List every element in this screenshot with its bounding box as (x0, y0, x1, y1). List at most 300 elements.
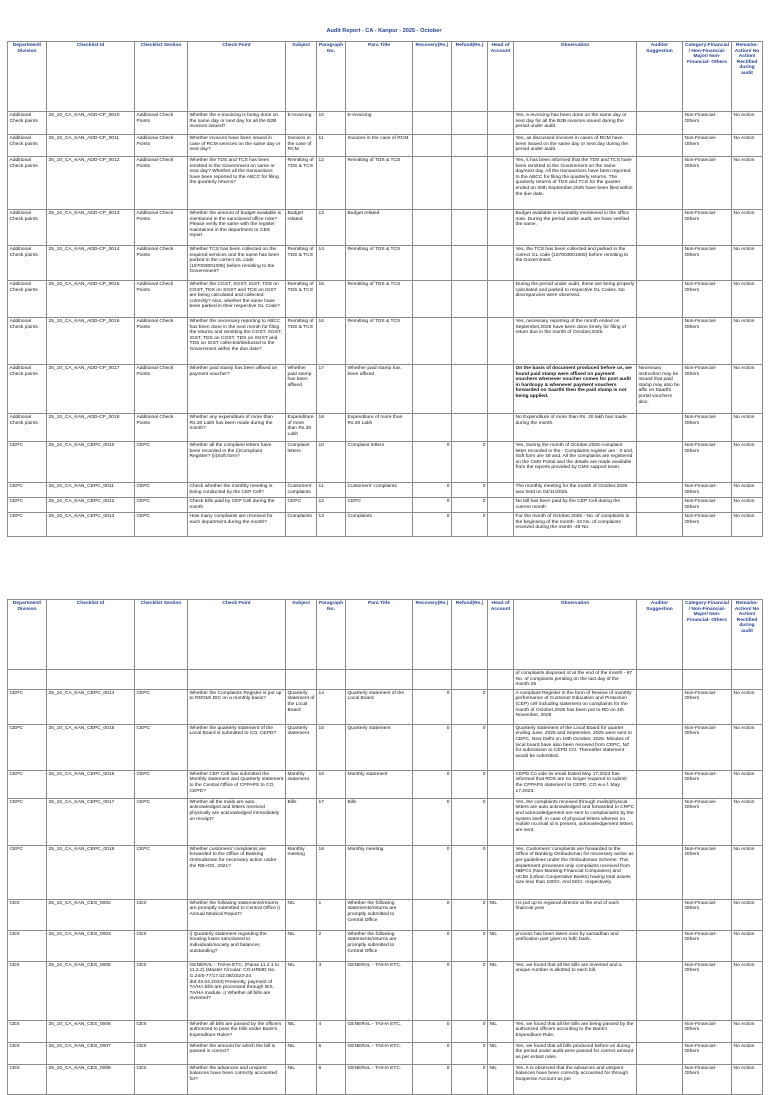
observation-cell: CEPD Co vide its email Dated May 17,2023 has informed that ROS are no longer required to submit the CPPAPS statement to CEPD, CO w.e.f. May 17,2023. (514, 770, 637, 798)
refund-cell: 0 (452, 498, 488, 513)
refund-cell (452, 365, 488, 414)
checklist-section-cell: Additional Check Points (135, 246, 188, 281)
refund-cell: 0 (452, 1042, 488, 1064)
column-header-check-point: Check Point (188, 600, 286, 670)
refund-cell: 0 (452, 1064, 488, 1094)
paragraph-no-cell: 15 (317, 281, 346, 318)
checklist-section-cell: CEPC (135, 845, 188, 899)
auditor-suggestion-cell (637, 157, 683, 210)
subject-cell: NIL (286, 1064, 317, 1094)
check-point-cell: Whether the necessary reporting to ABCC has been done in the next month for filing the returns and remitting the CGST, SGST, IGST, TDS on CGST, TDS on SGST and TDS on IGST collected/deducted to the Government within the due date? (188, 318, 286, 365)
para-title-cell: Remitting of TDS & TCS (346, 246, 413, 281)
head-of-account-cell: NIL (488, 1020, 514, 1042)
subject-cell: E-invoicing (286, 112, 317, 135)
refund-cell: 0 (452, 1020, 488, 1042)
auditor-suggestion-cell (637, 1042, 683, 1064)
auditor-suggestion-cell (637, 281, 683, 318)
department-cell: Additional Check points (8, 365, 47, 414)
head-of-account-cell (488, 670, 514, 690)
category-cell: Non-Financial-Others (683, 246, 732, 281)
checklist-id-cell: 25_10_CA_KAN_CEPC_0017 (47, 798, 135, 845)
refund-cell: 0 (452, 483, 488, 498)
recovery-cell: 0 (413, 498, 452, 513)
paragraph-no-cell: 17 (317, 798, 346, 845)
observation-cell: On the basis of document produced before us, we found paid stamp were affixed on payment vouchers whenever voucher comes for post audit in hardcopy & whenever payment vouchers forwarded on Saarthi then the paid stamp is not being applied. (514, 365, 637, 414)
subject-cell (286, 670, 317, 690)
table-row (8, 899, 763, 930)
department-cell: Additional Check points (8, 210, 47, 246)
para-title-cell: Whether paid stamp has been affixed (346, 365, 413, 414)
paragraph-no-cell: 11 (317, 135, 346, 157)
category-cell: Non-Financial-Others (683, 798, 732, 845)
column-header-para-title: Para Title (346, 42, 413, 112)
subject-cell: CEPC (286, 498, 317, 513)
category-cell: Non-Financial-Others (683, 1064, 732, 1094)
checklist-id-cell: 25_10_CA_KAN_ADD-CP_0011 (47, 135, 135, 157)
remarks-cell: No Action (732, 246, 763, 281)
check-point-cell: Whether the advances and unspent balances have been correctly accounted for? (188, 1064, 286, 1094)
para-title-cell: Whether the following statements/returns are promptly submitted to Central Office (346, 899, 413, 930)
head-of-account-cell (488, 798, 514, 845)
recovery-cell: 0 (413, 483, 452, 498)
checklist-section-cell: CEPC (135, 513, 188, 537)
paragraph-no-cell: 15 (317, 724, 346, 770)
check-point-cell: Whether the amount for which the bill is passed is correct? (188, 1042, 286, 1064)
column-header-checklist-section: Checklist Section (135, 600, 188, 670)
recovery-cell: 0 (413, 770, 452, 798)
recovery-cell (413, 210, 452, 246)
check-point-cell (188, 670, 286, 690)
remarks-cell: No Action (732, 1020, 763, 1042)
column-header-checklist-id: Checklist Id (47, 42, 135, 112)
auditor-suggestion-cell (637, 961, 683, 1020)
para-title-cell: Complaint letters (346, 442, 413, 483)
refund-cell (452, 157, 488, 210)
column-header-head-of-account: Head of Account (488, 600, 514, 670)
checklist-id-cell: 25_10_CA_KAN_CEPC_0012 (47, 498, 135, 513)
category-cell: Non-Financial-Others (683, 689, 732, 724)
recovery-cell: 0 (413, 845, 452, 899)
department-cell: CES (8, 1064, 47, 1094)
department-cell: CES (8, 1042, 47, 1064)
check-point-cell: Whether paid stamp has been affixed on payment voucher? (188, 365, 286, 414)
audit-table-page-2 (7, 599, 763, 1095)
paragraph-no-cell: 13 (317, 513, 346, 537)
subject-cell: NIL (286, 961, 317, 1020)
remarks-cell: No Action (732, 899, 763, 930)
para-title-cell: Remitting of TDS & TCS (346, 281, 413, 318)
subject-cell: NIL (286, 930, 317, 961)
subject-cell: Remitting of TDS & TCS (286, 318, 317, 365)
table-header-row (8, 600, 763, 670)
head-of-account-cell (488, 246, 514, 281)
table-row (8, 513, 763, 537)
observation-cell: For the month of October,2025 - No. of complaints in the beginning of the month- 43 No. of complaints received during the month -49 No. (514, 513, 637, 537)
check-point-cell: Whether the quarterly statement of the Local Board is submitted to CO, CEPD? (188, 724, 286, 770)
checklist-id-cell: 25_10_CA_KAN_ADD-CP_0012 (47, 157, 135, 210)
checklist-id-cell: 25_10_CA_KAN_CES_0006 (47, 1020, 135, 1042)
observation-cell: Yes, e-invoicing has been done on the same day or next day for all the B2B invoices issued during the period under audit. (514, 112, 637, 135)
paragraph-no-cell: 12 (317, 157, 346, 210)
recovery-cell: 0 (413, 724, 452, 770)
para-title-cell: Quarterly statement of the Local Board (346, 689, 413, 724)
auditor-suggestion-cell (637, 442, 683, 483)
department-cell: CES (8, 1020, 47, 1042)
department-cell: CEPC (8, 442, 47, 483)
remarks-cell: No Action (732, 1042, 763, 1064)
table-row (8, 210, 763, 246)
paragraph-no-cell: 3 (317, 961, 346, 1020)
head-of-account-cell: NIL (488, 930, 514, 961)
observation-cell: t is put up to regional director at the end of each financial year (514, 899, 637, 930)
table-row (8, 246, 763, 281)
recovery-cell: 0 (413, 798, 452, 845)
recovery-cell: 0 (413, 689, 452, 724)
remarks-cell: No Action (732, 281, 763, 318)
department-cell: CEPC (8, 513, 47, 537)
checklist-section-cell: Additional Check Points (135, 112, 188, 135)
observation-cell: of complaints disposed of at the end of the month - 67 No. of complaints pending on the last day of the month-25 (514, 670, 637, 690)
paragraph-no-cell: 14 (317, 246, 346, 281)
subject-cell: NIL (286, 899, 317, 930)
head-of-account-cell: NIL (488, 1042, 514, 1064)
refund-cell (452, 210, 488, 246)
recovery-cell: 0 (413, 899, 452, 930)
para-title-cell: CEPC (346, 498, 413, 513)
checklist-id-cell: 25_10_CA_KAN_ADD-CP_0013 (47, 210, 135, 246)
recovery-cell: 0 (413, 442, 452, 483)
department-cell: Additional Check points (8, 281, 47, 318)
paragraph-no-cell: 11 (317, 483, 346, 498)
recovery-cell: 0 (413, 961, 452, 1020)
department-cell: CEPC (8, 689, 47, 724)
category-cell: Non-Financial-Others (683, 1042, 732, 1064)
subject-cell: NIL (286, 1020, 317, 1042)
auditor-suggestion-cell (637, 770, 683, 798)
checklist-id-cell: 25_10_CA_KAN_CES_0008 (47, 1064, 135, 1094)
checklist-id-cell: 25_10_CA_KAN_CEPC_0015 (47, 724, 135, 770)
category-cell: Non-Financial-Others (683, 157, 732, 210)
auditor-suggestion-cell (637, 483, 683, 498)
subject-cell: Monthly statement (286, 770, 317, 798)
remarks-cell (732, 670, 763, 690)
department-cell: Additional Check points (8, 157, 47, 210)
refund-cell: 0 (452, 845, 488, 899)
recovery-cell (413, 365, 452, 414)
checklist-section-cell: CES (135, 1064, 188, 1094)
department-cell: CEPC (8, 724, 47, 770)
refund-cell (452, 670, 488, 690)
auditor-suggestion-cell: Necessary instruction may be issued that paid stamp may also be affix on Saarthi portal vouchers also. (637, 365, 683, 414)
checklist-section-cell: CES (135, 930, 188, 961)
recovery-cell: 0 (413, 930, 452, 961)
checklist-id-cell: 25_10_CA_KAN_ADD-CP_0017 (47, 365, 135, 414)
check-point-cell: Whether any expenditure of more than Rs.20 Lakh has been made during the month? (188, 414, 286, 442)
para-title-cell: Customers' complaints (346, 483, 413, 498)
checklist-section-cell (135, 670, 188, 690)
column-header-paragraph-no: Paragraph No. (317, 42, 346, 112)
table-row (8, 112, 763, 135)
category-cell: Non-Financial-Others (683, 210, 732, 246)
category-cell: Non-Financial-Others (683, 483, 732, 498)
checklist-section-cell: CES (135, 899, 188, 930)
column-header-department: Department/ Division (8, 600, 47, 670)
observation-cell: Yes, During the month of October,2025-complaint letter recorded in the - Complaints register are - 0 and, Soft form are 49 and. All the complaints are registered on the CMS Portal and the details are made available from the reports provided by CMS support team. (514, 442, 637, 483)
paragraph-no-cell: 10 (317, 112, 346, 135)
column-header-category: Category:Financial/ Non-Financial- Major/ Non-Financial- Others (683, 42, 732, 112)
recovery-cell (413, 318, 452, 365)
para-title-cell: GENERAL - TA/HA ETC. (346, 1020, 413, 1042)
table-row (8, 414, 763, 442)
head-of-account-cell (488, 157, 514, 210)
remarks-cell: No Action (732, 135, 763, 157)
table-row (8, 670, 763, 690)
check-point-cell: Whether all the mails are auto acknowledged and letters received physically are acknowledged immediately on receipt? (188, 798, 286, 845)
observation-cell: Yes, as discussed invoices in cases of RCM have been issued on the same day or next day during the period under audit. (514, 135, 637, 157)
auditor-suggestion-cell (637, 112, 683, 135)
table-row (8, 318, 763, 365)
table-row (8, 1042, 763, 1064)
refund-cell: 0 (452, 689, 488, 724)
column-header-checklist-section: Checklist Section (135, 42, 188, 112)
recovery-cell (413, 135, 452, 157)
para-title-cell: Expenditure of more than Rs.20 Lakh (346, 414, 413, 442)
checklist-id-cell: 25_10_CA_KAN_CEPC_0014 (47, 689, 135, 724)
table-row (8, 961, 763, 1020)
department-cell: CES (8, 899, 47, 930)
remarks-cell: No Action (732, 318, 763, 365)
recovery-cell (413, 246, 452, 281)
table-row (8, 845, 763, 899)
subject-cell: Remitting of TDS & TCS (286, 281, 317, 318)
para-title-cell: GENERAL - TA/HA ETC. (346, 1064, 413, 1094)
observation-cell: Quarterly statement of the Local Board for quarter ending June, 2025 and September, 2025 were sent to CEPC, New Delhi on 10th October, 2025. Minutes of local board have also been received from CEPC, NZ for submission to CEPD CO. Thereafter statement would be submitted. (514, 724, 637, 770)
auditor-suggestion-cell (637, 930, 683, 961)
refund-cell: 0 (452, 899, 488, 930)
head-of-account-cell (488, 724, 514, 770)
department-cell (8, 670, 47, 690)
checklist-section-cell: CES (135, 1020, 188, 1042)
observation-cell: During the period under audit, these are being properly calculated and parked to respective GL Codes. No discrepancies were observed. (514, 281, 637, 318)
refund-cell (452, 414, 488, 442)
para-title-cell: Complaints (346, 513, 413, 537)
subject-cell: Budget related (286, 210, 317, 246)
refund-cell (452, 135, 488, 157)
category-cell (683, 670, 732, 690)
refund-cell: 0 (452, 442, 488, 483)
head-of-account-cell (488, 483, 514, 498)
table-row (8, 157, 763, 210)
department-cell: CEPC (8, 498, 47, 513)
head-of-account-cell: NIL (488, 1064, 514, 1094)
check-point-cell: Whether all bills are passed by the officers authorized to pass the bills under Bank's Expenditure Rules? (188, 1020, 286, 1042)
column-header-category: Category:Financial/ Non-Financial- Major/ Non-Financial- Others (683, 600, 732, 670)
head-of-account-cell (488, 318, 514, 365)
category-cell: Non-Financial-Others (683, 724, 732, 770)
para-title-cell: Budget related (346, 210, 413, 246)
refund-cell (452, 246, 488, 281)
check-point-cell: Whether the following statements/returns are promptly submitted to Central Office i) Annual Medical Report? (188, 899, 286, 930)
auditor-suggestion-cell (637, 798, 683, 845)
head-of-account-cell: NIL (488, 899, 514, 930)
category-cell: Non-Financial-Others (683, 112, 732, 135)
subject-cell: Invoices in the case of RCM (286, 135, 317, 157)
paragraph-no-cell: 6 (317, 1064, 346, 1094)
checklist-section-cell: CEPC (135, 798, 188, 845)
table-row (8, 135, 763, 157)
remarks-cell: No Action (732, 724, 763, 770)
remarks-cell: No Action (732, 414, 763, 442)
category-cell: Non-Financial-Others (683, 513, 732, 537)
remarks-cell: No Action (732, 483, 763, 498)
check-point-cell: Whether the e-invoicing is being done on the same day or next day for all the B2B invoices issued? (188, 112, 286, 135)
refund-cell: 0 (452, 798, 488, 845)
head-of-account-cell (488, 442, 514, 483)
auditor-suggestion-cell (637, 498, 683, 513)
column-header-auditor-suggestion: Auditor Suggestion (637, 42, 683, 112)
paragraph-no-cell: 5 (317, 1042, 346, 1064)
recovery-cell (413, 157, 452, 210)
refund-cell: 0 (452, 930, 488, 961)
table-row (8, 281, 763, 318)
checklist-section-cell: CEPC (135, 770, 188, 798)
table-row (8, 442, 763, 483)
table-header-row (8, 42, 763, 112)
table-row (8, 498, 763, 513)
observation-cell: Yes, the complaints received through mails/physical letters are auto acknowledged and forwarded to CRPC and acknowledgement are sent to complainants by the system itself, in case of physical letters wherein no mobile no./mail id is present, acknowledgement letters are sent. (514, 798, 637, 845)
remarks-cell: No Action (732, 442, 763, 483)
remarks-cell: No Action (732, 770, 763, 798)
auditor-suggestion-cell (637, 318, 683, 365)
auditor-suggestion-cell (637, 513, 683, 537)
check-point-cell: Whether invoices have been issued in case of RCM services on the same day or next day? (188, 135, 286, 157)
refund-cell (452, 112, 488, 135)
observation-cell: A complaint Register in the form of Review of monthly performance of Customer Education and Protection (CEP) cell including statement on complaints for the month of October,2025 has been put to RD on 4th November, 2025 (514, 689, 637, 724)
category-cell: Non-Financial-Others (683, 845, 732, 899)
column-header-head-of-account: Head of Account (488, 42, 514, 112)
paragraph-no-cell: 4 (317, 1020, 346, 1042)
head-of-account-cell (488, 365, 514, 414)
subject-cell: Expenditure of more than Rs.20 Lakh (286, 414, 317, 442)
subject-cell: Customers' complaints (286, 483, 317, 498)
para-title-cell: E-invoicing (346, 112, 413, 135)
head-of-account-cell (488, 845, 514, 899)
auditor-suggestion-cell (637, 670, 683, 690)
checklist-section-cell: Additional Check Points (135, 157, 188, 210)
check-point-cell: Whether all the complaint letters have been recorded in the (i)Complaint Register? (ii)Soft form? (188, 442, 286, 483)
checklist-section-cell: CES (135, 1042, 188, 1064)
subject-cell: NIL (286, 1042, 317, 1064)
department-cell: Additional Check points (8, 414, 47, 442)
observation-cell: No Expenditure of more than Rs. 20 lakh has made during the month. (514, 414, 637, 442)
department-cell: CEPC (8, 770, 47, 798)
observation-cell: Yes, it is observed that the advances and unspent balances have been correctly accounted for through Suspense Account as per (514, 1064, 637, 1094)
check-point-cell: Check whether the monthly meeting is being conducted by the CEP Cell? (188, 483, 286, 498)
department-cell: CES (8, 961, 47, 1020)
checklist-id-cell: 25_10_CA_KAN_CEPC_0018 (47, 845, 135, 899)
recovery-cell: 0 (413, 1020, 452, 1042)
check-point-cell: Whether the CGST, SGST, IGST, TDS on CGST, TDS on SGST and TDS on IGST are being calculated and collected correctly? Also, whether the same have been parked in their respective GL Code? (188, 281, 286, 318)
category-cell: Non-Financial-Others (683, 1020, 732, 1042)
remarks-cell: No Action (732, 365, 763, 414)
check-point-cell: i) Quarterly statement regarding the housing loans sanctioned to Individuals/society and balances outstanding? (188, 930, 286, 961)
paragraph-no-cell: 14 (317, 689, 346, 724)
auditor-suggestion-cell (637, 845, 683, 899)
recovery-cell (413, 670, 452, 690)
observation-cell: Yes, we found that all the bills are invented and a unique number is allotted to each bill. (514, 961, 637, 1020)
paragraph-no-cell: 13 (317, 210, 346, 246)
subject-cell: Quarterly statement (286, 724, 317, 770)
column-header-remarks: Remarks- Action/ No Action/ Rectified during audit (732, 42, 763, 112)
remarks-cell: No Action (732, 845, 763, 899)
paragraph-no-cell: 16 (317, 318, 346, 365)
recovery-cell: 0 (413, 1064, 452, 1094)
para-title-cell: Monthly meeting (346, 845, 413, 899)
recovery-cell: 0 (413, 513, 452, 537)
para-title-cell: Quarterly statement (346, 724, 413, 770)
auditor-suggestion-cell (637, 135, 683, 157)
department-cell: Additional Check points (8, 246, 47, 281)
refund-cell (452, 318, 488, 365)
checklist-id-cell: 25_10_CA_KAN_ADD-CP_0014 (47, 246, 135, 281)
paragraph-no-cell: 17 (317, 365, 346, 414)
subject-cell: Whether paid stamp has been affixed (286, 365, 317, 414)
remarks-cell: No Action (732, 1064, 763, 1094)
table-row (8, 365, 763, 414)
category-cell: Non-Financial-Others (683, 281, 732, 318)
column-header-recovery: Recovery(Rs.) (413, 42, 452, 112)
checklist-id-cell: 25_10_CA_KAN_ADD-CP_0015 (47, 281, 135, 318)
table-row (8, 770, 763, 798)
auditor-suggestion-cell (637, 689, 683, 724)
recovery-cell (413, 281, 452, 318)
check-point-cell: Whether customers' complaints are forwarded to the Office of Banking Ombudsman for necessary action under the RB-IOS, 2021? (188, 845, 286, 899)
department-cell: Additional Check points (8, 135, 47, 157)
head-of-account-cell (488, 135, 514, 157)
checklist-id-cell: 25_10_CA_KAN_CEPC_0013 (47, 513, 135, 537)
checklist-section-cell: CEPC (135, 724, 188, 770)
column-header-subject: Subject (286, 42, 317, 112)
checklist-section-cell: CEPC (135, 483, 188, 498)
paragraph-no-cell: 18 (317, 414, 346, 442)
para-title-cell: GENERAL - TA/HA ETC. (346, 1042, 413, 1064)
remarks-cell: No Action (732, 798, 763, 845)
para-title-cell: Remitting of TDS & TCS (346, 157, 413, 210)
remarks-cell: No Action (732, 498, 763, 513)
category-cell: Non-Financial-Others (683, 414, 732, 442)
checklist-section-cell: Additional Check Points (135, 135, 188, 157)
column-header-observation: Observation (514, 42, 637, 112)
checklist-section-cell: CEPC (135, 689, 188, 724)
category-cell: Non-Financial-Others (683, 770, 732, 798)
remarks-cell: No Action (732, 513, 763, 537)
subject-cell: Quarterly statement of the Local Board (286, 689, 317, 724)
department-cell: CEPC (8, 845, 47, 899)
department-cell: CES (8, 930, 47, 961)
paragraph-no-cell (317, 670, 346, 690)
recovery-cell: 0 (413, 1042, 452, 1064)
remarks-cell: No Action (732, 112, 763, 135)
category-cell: Non-Financial-Others (683, 498, 732, 513)
subject-cell: Complaints (286, 513, 317, 537)
checklist-id-cell: 25_10_CA_KAN_CEPC_0010 (47, 442, 135, 483)
table-row (8, 483, 763, 498)
head-of-account-cell (488, 112, 514, 135)
checklist-id-cell: 25_10_CA_KAN_ADD-CP_0018 (47, 414, 135, 442)
paragraph-no-cell: 18 (317, 845, 346, 899)
column-header-observation: Observation (514, 600, 637, 670)
para-title-cell: Invoices in the case of RCM (346, 135, 413, 157)
